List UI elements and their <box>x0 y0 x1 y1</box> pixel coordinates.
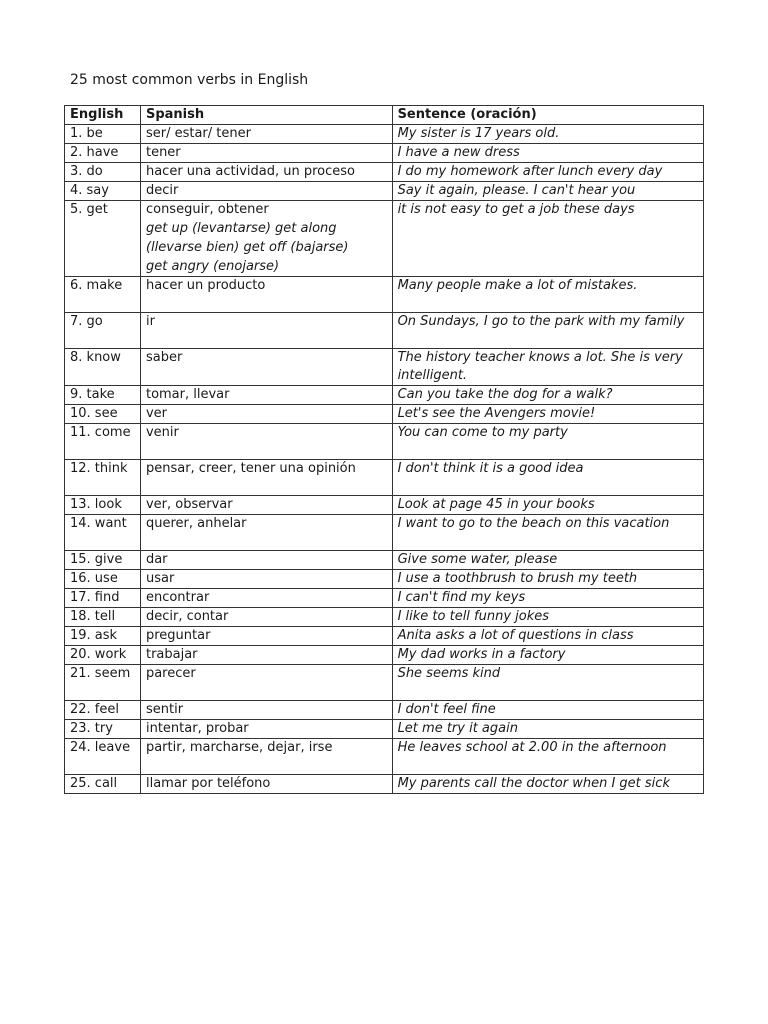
spanish-meaning-cell <box>140 496 392 515</box>
english-verb-cell: 21. seem <box>65 665 141 701</box>
header-spanish: Spanish <box>140 106 392 125</box>
english-verb-cell: 8. know <box>65 349 141 386</box>
spanish-meaning-cell <box>140 182 392 201</box>
spanish-meaning-text: ver, observar <box>145 497 233 512</box>
english-verb-cell: 4. say <box>65 182 141 201</box>
verbs-table <box>64 105 704 794</box>
spanish-meaning-text: encontrar <box>145 590 210 605</box>
english-verb-cell: 16. use <box>65 570 141 589</box>
spanish-meaning-text: tener <box>145 145 181 160</box>
example-sentence-cell: Can you take the dog for a walk? <box>392 386 703 405</box>
spanish-meaning-cell <box>140 405 392 424</box>
spanish-meaning-cell <box>140 646 392 665</box>
header-row <box>65 106 704 125</box>
example-sentence-cell: I use a toothbrush to brush my teeth <box>392 570 703 589</box>
spanish-meaning-cell <box>140 627 392 646</box>
spanish-meaning-text: hacer un producto <box>145 278 266 293</box>
example-sentence-cell: The history teacher knows a lot. She is very intelligent. <box>392 349 703 386</box>
example-sentence-cell: Let me try it again <box>392 720 703 739</box>
spanish-meaning-cell <box>140 163 392 182</box>
english-verb-cell: 13. look <box>65 496 141 515</box>
spanish-meaning-text: trabajar <box>145 647 198 662</box>
spanish-meaning-cell <box>140 313 392 349</box>
example-sentence-cell: On Sundays, I go to the park with my family <box>392 313 703 349</box>
english-verb-cell: 25. call <box>65 775 141 794</box>
table-row <box>65 665 704 701</box>
example-sentence-cell: My parents call the doctor when I get sick <box>392 775 703 794</box>
english-verb-cell: 6. make <box>65 277 141 313</box>
example-sentence-cell: Look at page 45 in your books <box>392 496 703 515</box>
spanish-meaning-text: ir <box>145 314 155 329</box>
header-english: English <box>65 106 141 125</box>
english-verb-cell: 18. tell <box>65 608 141 627</box>
spanish-meaning-text: decir, contar <box>145 609 229 624</box>
spanish-meaning-text: usar <box>145 571 175 586</box>
spanish-meaning-cell <box>140 386 392 405</box>
table-row <box>65 496 704 515</box>
example-sentence-cell: My dad works in a factory <box>392 646 703 665</box>
table-row <box>65 551 704 570</box>
spanish-meaning-text: dar <box>145 552 168 567</box>
spanish-meaning-text: ser/ estar/ tener <box>145 126 251 141</box>
table-row <box>65 570 704 589</box>
example-sentence-cell: You can come to my party <box>392 424 703 460</box>
english-verb-cell: 1. be <box>65 125 141 144</box>
phrasal-verb-line: get angry (enojarse) <box>145 259 280 274</box>
example-sentence-cell: My sister is 17 years old. <box>392 125 703 144</box>
english-verb-cell: 2. have <box>65 144 141 163</box>
spanish-meaning-cell <box>140 515 392 551</box>
english-verb-cell: 9. take <box>65 386 141 405</box>
english-verb-cell: 10. see <box>65 405 141 424</box>
table-row <box>65 460 704 496</box>
example-sentence-cell: it is not easy to get a job these days <box>392 201 703 277</box>
spanish-meaning-cell <box>140 608 392 627</box>
spanish-meaning-cell <box>140 739 392 775</box>
english-verb-cell: 24. leave <box>65 739 141 775</box>
spanish-meaning-cell <box>140 551 392 570</box>
example-sentence-cell: I want to go to the beach on this vacation <box>392 515 703 551</box>
example-sentence-cell: Many people make a lot of mistakes. <box>392 277 703 313</box>
spanish-meaning-cell <box>140 201 392 277</box>
spanish-meaning-cell <box>140 349 392 386</box>
spanish-meaning-cell <box>140 701 392 720</box>
english-verb-cell: 3. do <box>65 163 141 182</box>
english-verb-cell: 11. come <box>65 424 141 460</box>
spanish-meaning-text: saber <box>145 350 183 365</box>
table-row <box>65 277 704 313</box>
table-row <box>65 182 704 201</box>
spanish-meaning-text: pensar, creer, tener una opinión <box>145 461 356 476</box>
phrasal-verb-line: get up (levantarse) get along <box>145 221 337 236</box>
spanish-meaning-cell <box>140 144 392 163</box>
english-verb-cell: 5. get <box>65 201 141 277</box>
spanish-meaning-cell <box>140 125 392 144</box>
example-sentence-cell: I have a new dress <box>392 144 703 163</box>
header-sentence: Sentence (oración) <box>392 106 703 125</box>
table-row <box>65 775 704 794</box>
spanish-meaning-cell <box>140 460 392 496</box>
spanish-meaning-text: venir <box>145 425 179 440</box>
spanish-meaning-cell <box>140 570 392 589</box>
spanish-meaning-text: partir, marcharse, dejar, irse <box>145 740 333 755</box>
table-row <box>65 125 704 144</box>
table-row <box>65 349 704 386</box>
spanish-meaning-cell <box>140 775 392 794</box>
spanish-meaning-text: preguntar <box>145 628 211 643</box>
spanish-meaning-cell <box>140 589 392 608</box>
english-verb-cell: 17. find <box>65 589 141 608</box>
table-row <box>65 424 704 460</box>
spanish-meaning-text: llamar por teléfono <box>145 776 271 791</box>
english-verb-cell: 12. think <box>65 460 141 496</box>
table-row <box>65 701 704 720</box>
table-row <box>65 144 704 163</box>
example-sentence-cell: Say it again, please. I can't hear you <box>392 182 703 201</box>
example-sentence-cell: He leaves school at 2.00 in the afternoon <box>392 739 703 775</box>
example-sentence-cell: I can't find my keys <box>392 589 703 608</box>
table-row <box>65 515 704 551</box>
english-verb-cell: 23. try <box>65 720 141 739</box>
english-verb-cell: 22. feel <box>65 701 141 720</box>
spanish-meaning-cell <box>140 665 392 701</box>
table-row <box>65 163 704 182</box>
table-row <box>65 739 704 775</box>
english-verb-cell: 20. work <box>65 646 141 665</box>
spanish-meaning-text: hacer una actividad, un proceso <box>145 164 355 179</box>
table-row <box>65 720 704 739</box>
spanish-meaning-text: sentir <box>145 702 184 717</box>
table-row <box>65 201 704 277</box>
example-sentence-cell: I don't feel fine <box>392 701 703 720</box>
english-verb-cell: 19. ask <box>65 627 141 646</box>
table-row <box>65 608 704 627</box>
spanish-meaning-text: tomar, llevar <box>145 387 230 402</box>
spanish-meaning-text: decir <box>145 183 179 198</box>
spanish-meaning-text: conseguir, obtener <box>145 202 269 217</box>
table-row <box>65 627 704 646</box>
example-sentence-cell: I don't think it is a good idea <box>392 460 703 496</box>
table-row <box>65 646 704 665</box>
spanish-meaning-text: intentar, probar <box>145 721 249 736</box>
table-row <box>65 386 704 405</box>
english-verb-cell: 15. give <box>65 551 141 570</box>
spanish-meaning-text: querer, anhelar <box>145 516 247 531</box>
table-row <box>65 589 704 608</box>
english-verb-cell: 14. want <box>65 515 141 551</box>
example-sentence-cell: Anita asks a lot of questions in class <box>392 627 703 646</box>
example-sentence-cell: I like to tell funny jokes <box>392 608 703 627</box>
spanish-meaning-cell <box>140 424 392 460</box>
example-sentence-cell: She seems kind <box>392 665 703 701</box>
example-sentence-cell: Let's see the Avengers movie! <box>392 405 703 424</box>
example-sentence-cell: Give some water, please <box>392 551 703 570</box>
spanish-meaning-cell <box>140 720 392 739</box>
table-row <box>65 313 704 349</box>
spanish-meaning-cell <box>140 277 392 313</box>
spanish-meaning-text: ver <box>145 406 168 421</box>
example-sentence-cell: I do my homework after lunch every day <box>392 163 703 182</box>
english-verb-cell: 7. go <box>65 313 141 349</box>
spanish-meaning-text: parecer <box>145 666 196 681</box>
document-title: 25 most common verbs in English <box>70 72 309 88</box>
phrasal-verb-line: (llevarse bien) get off (bajarse) <box>145 240 349 255</box>
table-row <box>65 405 704 424</box>
